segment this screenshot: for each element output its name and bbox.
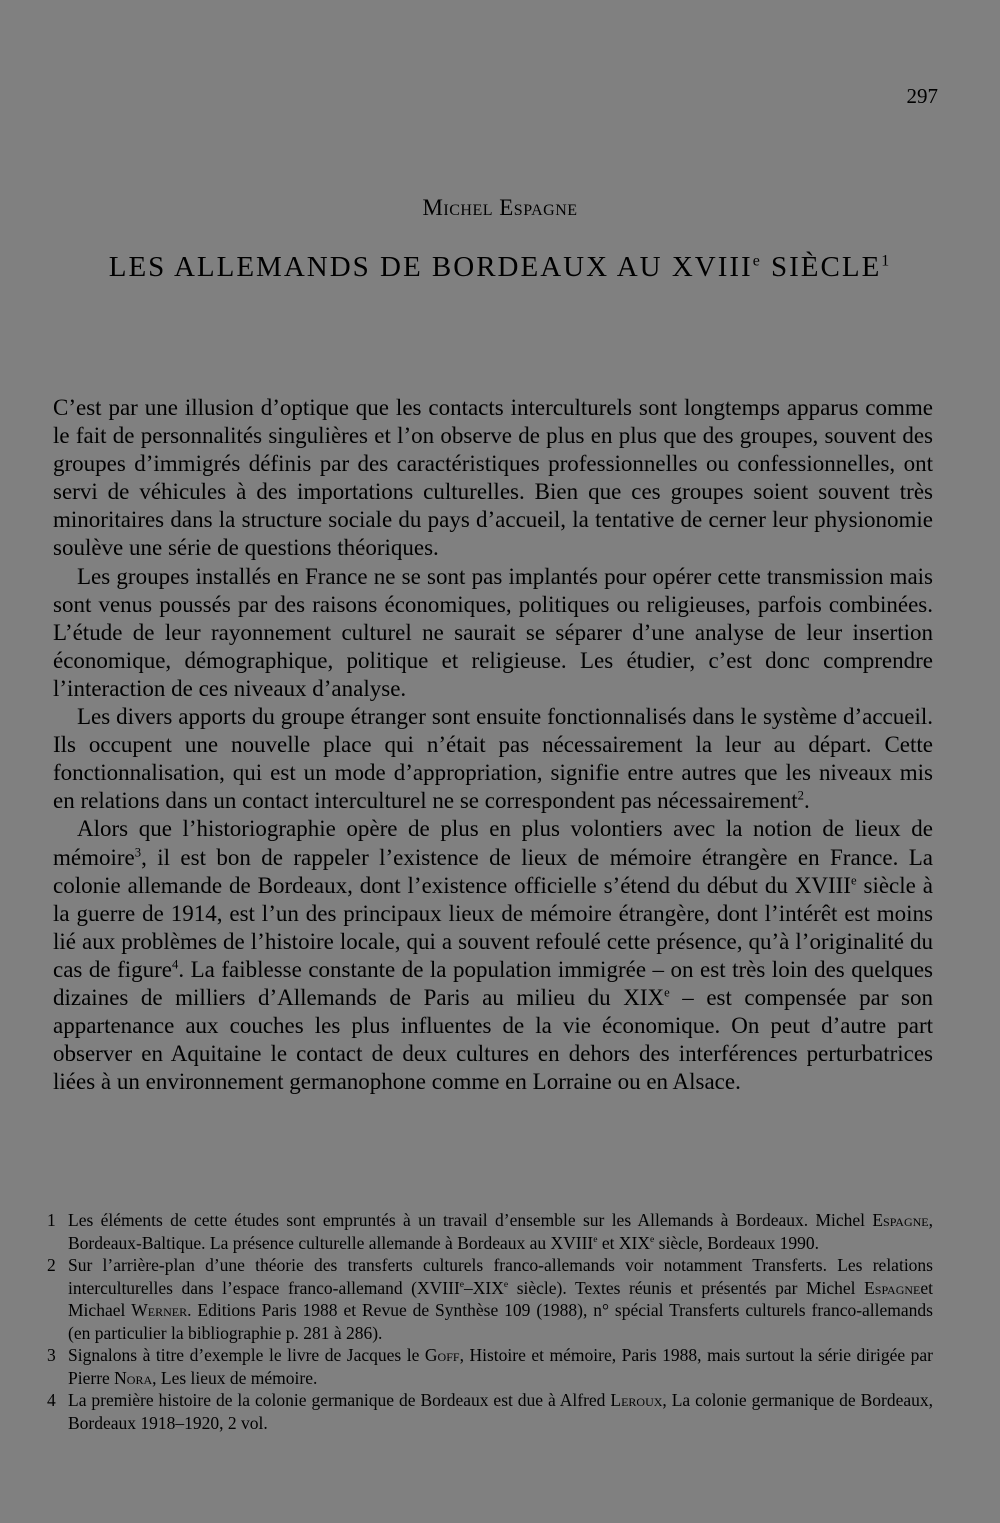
title-sup-e: e xyxy=(752,252,762,270)
sup-e: e xyxy=(593,1233,598,1245)
footnote-text: , Bordeaux-Baltique. La présence culturelle allemande à Bordeaux au XVIII xyxy=(68,1210,933,1253)
footnote-ref-3: 3 xyxy=(134,844,142,859)
sup-e: e xyxy=(850,872,857,887)
footnotes xyxy=(47,1209,933,1434)
footnote-text: et XIX xyxy=(597,1232,651,1253)
paragraph-3-end: . xyxy=(804,788,810,814)
sup-e: e xyxy=(664,985,670,1000)
footnote-text: , La colonie germanique de Bordeaux, Bordeaux 1918–1920, 2 vol. xyxy=(68,1390,934,1433)
footnote-text: Sur l’arrière-plan d’une théorie des transferts culturels franco-allemands voir notamment Transferts. Les relations interculturelles dans l’espace franco-allemand (XVIII xyxy=(68,1255,933,1298)
author-name: Espagne xyxy=(864,1277,921,1298)
footnote-text: Signalons à titre d’exemple le livre de Jacques le xyxy=(68,1345,425,1365)
footnote-number: 1 xyxy=(47,1210,56,1230)
sup-e: e xyxy=(459,1278,465,1290)
sup-e: e xyxy=(503,1278,509,1290)
sup-e: e xyxy=(650,1233,655,1245)
footnote-text: , Les lieux de mémoire. xyxy=(152,1367,318,1388)
paragraph-4-part-5: – est compensée par son appartenance aux couches les plus influentes de la vie économique. On peut d’autre part observer en Aquitaine le contact de deux cultures en dehors des interférences perturbatrices liées à un environnement germanophone comme en Lorraine ou en Alsace. xyxy=(53,984,933,1095)
title-main: LES ALLEMANDS DE BORDEAUX AU XVIII xyxy=(108,251,753,283)
author-name: Goff xyxy=(424,1345,460,1365)
paragraph-3-text: Les divers apports du groupe étranger sont ensuite fonctionnalisés dans le système d’accueil. Ils occupent une nouvelle place qui n’était pas nécessairement la leur au départ. Cette fonctionnalisation, qui est un mode d’appropriation, signifie entre autres que les niveaux mis en relations dans un contact interculturel ne se correspondent pas nécessairement xyxy=(53,704,933,814)
paragraph-4 xyxy=(53,815,933,1096)
author-name: Werner xyxy=(131,1300,188,1320)
paragraph-2: Les groupes installés en France ne se sont pas implantés pour opérer cette transmission mais sont venus poussés par des raisons économiques, politiques ou religieuses, parfois combinées. L’étude de leur rayonnement culturel ne saurait se séparer d’une analyse de leur insertion économique, démographique, politique et religieuse. Les étudier, c’est donc comprendre l’interaction de ces niveaux d’analyse. xyxy=(53,563,933,701)
paragraph-4-part-3: siècle à la guerre de 1914, est l’un des principaux lieux de mémoire étrangère, dont l’intérêt est moins lié aux problèmes de l’histoire locale, qui a souvent refoulé cette présence, qu’à l’originalité du cas de figure xyxy=(53,872,933,982)
footnote-text: , Histoire et mémoire, Paris 1988, mais surtout la série dirigée par Pierre xyxy=(68,1345,934,1388)
author-name: Espagne xyxy=(872,1210,929,1230)
footnote-text: –XIX xyxy=(464,1277,504,1298)
footnote-text: . Editions Paris 1988 et Revue de Synthèse 109 (1988), n° spécial Transferts culturels franco-allemands (en particulier la bibliographie p. 281 à 286). xyxy=(68,1300,933,1343)
author-name: Leroux xyxy=(610,1390,663,1410)
footnote-number: 3 xyxy=(47,1345,56,1365)
footnote-number: 4 xyxy=(47,1390,56,1410)
paragraph-4-part-4: . La faiblesse constante de la population immigrée – on est très loin des quelques dizaines de milliers d’Allemands de Paris au milieu du XIX xyxy=(53,956,934,1010)
page-number: 297 xyxy=(906,84,938,108)
footnote-text: Les éléments de cette études sont empruntés à un travail d’ensemble sur les Allemands à Bordeaux. Michel xyxy=(68,1210,873,1230)
footnote-3 xyxy=(47,1344,933,1389)
title-footnote-ref: 1 xyxy=(881,252,892,270)
footnote-2 xyxy=(47,1254,933,1344)
footnote-ref-4: 4 xyxy=(172,957,179,972)
article-title xyxy=(0,251,1000,284)
article-author: Michel Espagne xyxy=(422,195,578,220)
footnote-ref-2: 2 xyxy=(797,788,804,803)
paragraph-4-part-2: , il est bon de rappeler l’existence de lieux de mémoire étrangère en France. La colonie allemande de Bordeaux, dont l’existence officielle s’étend du début du XVIII xyxy=(53,844,933,898)
paragraph-4-part-1: Alors que l’historiographie opère de plus en plus volontiers avec la notion de lieux de mémoire xyxy=(53,816,933,870)
paragraph-3 xyxy=(53,703,933,815)
footnote-number: 2 xyxy=(47,1255,56,1275)
footnote-text: La première histoire de la colonie germanique de Bordeaux est due à Alfred xyxy=(68,1390,611,1410)
author-name: Nora xyxy=(114,1367,153,1388)
footnote-4 xyxy=(47,1389,933,1434)
article-body xyxy=(53,394,933,1096)
footnote-text: siècle). Textes réunis et présentés par Michel xyxy=(508,1277,865,1298)
footnote-text: et Michael xyxy=(68,1277,933,1320)
paragraph-1: C’est par une illusion d’optique que les contacts interculturels sont longtemps apparus comme le fait de personnalités singulières et l’on observe de plus en plus que des groupes, souvent des groupes d’immigrés définis par des caractéristiques professionnelles ou confessionnelles, ont servi de véhicules à des importations culturelles. Bien que ces groupes soient souvent très minoritaires dans la structure sociale du pays d’accueil, la tentative de cerner leur physionomie soulève une série de questions théoriques. xyxy=(53,395,933,561)
footnote-1 xyxy=(47,1209,933,1254)
title-tail: SIÈCLE xyxy=(761,251,882,283)
footnote-text: siècle, Bordeaux 1990. xyxy=(654,1232,820,1253)
